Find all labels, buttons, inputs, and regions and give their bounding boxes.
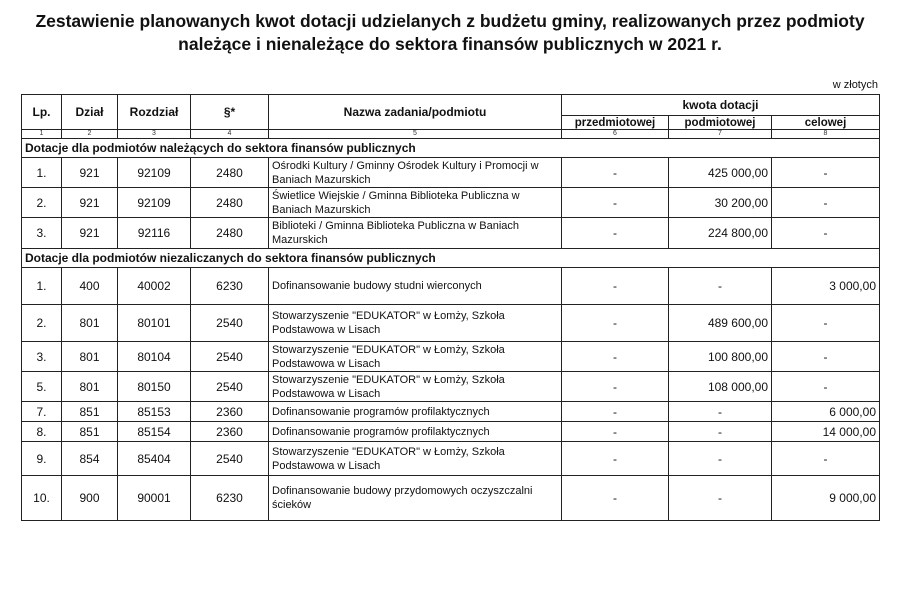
cell-podmiotowej: -	[669, 442, 772, 476]
cell-lp: 1.	[22, 268, 62, 305]
cell-celowej: -	[772, 342, 880, 372]
column-number: 1	[22, 130, 62, 139]
cell-nazwa: Stowarzyszenie "EDUKATOR" w Łomży, Szkoła Podstawowa w Lisach	[269, 305, 562, 342]
cell-dzial: 921	[62, 188, 118, 218]
cell-lp: 2.	[22, 305, 62, 342]
cell-podmiotowej: 30 200,00	[669, 188, 772, 218]
cell-lp: 1.	[22, 158, 62, 188]
cell-nazwa: Dofinansowanie budowy studni wierconych	[269, 268, 562, 305]
cell-lp: 2.	[22, 188, 62, 218]
cell-nazwa: Dofinansowanie programów profilaktycznych	[269, 402, 562, 422]
column-number: 6	[562, 130, 669, 139]
cell-przedmiotowej: -	[562, 218, 669, 249]
header-przedmiotowej: przedmiotowej	[562, 116, 669, 130]
cell-celowej: 3 000,00	[772, 268, 880, 305]
table-row	[22, 342, 880, 372]
header-kwota-dotacji: kwota dotacji	[562, 95, 880, 116]
cell-dzial: 921	[62, 158, 118, 188]
column-number: 5	[269, 130, 562, 139]
cell-podmiotowej: -	[669, 476, 772, 521]
cell-podmiotowej: 425 000,00	[669, 158, 772, 188]
subsidy-table	[21, 94, 880, 521]
cell-rozdzial: 80104	[118, 342, 191, 372]
header-celowej: celowej	[772, 116, 880, 130]
cell-podmiotowej: 100 800,00	[669, 342, 772, 372]
cell-przedmiotowej: -	[562, 268, 669, 305]
document-title: Zestawienie planowanych kwot dotacji udzielanych z budżetu gminy, realizowanych przez podmioty należące i nienależące do sektora finansów publicznych w 2021 r.	[35, 11, 865, 54]
header-lp: Lp.	[22, 95, 62, 130]
cell-przedmiotowej: -	[562, 476, 669, 521]
cell-dzial: 854	[62, 442, 118, 476]
cell-nazwa: Biblioteki / Gminna Biblioteka Publiczna w Baniach Mazurskich	[269, 218, 562, 249]
section-title-public: Dotacje dla podmiotów należących do sektora finansów publicznych	[22, 139, 880, 158]
table-row	[22, 218, 880, 249]
unit-label: w złotych	[832, 79, 878, 91]
cell-celowej: -	[772, 158, 880, 188]
header-paragraf: §*	[191, 95, 269, 130]
cell-podmiotowej: 489 600,00	[669, 305, 772, 342]
cell-nazwa: Dofinansowanie programów profilaktycznych	[269, 422, 562, 442]
cell-lp: 7.	[22, 402, 62, 422]
table-row	[22, 422, 880, 442]
cell-rozdzial: 80150	[118, 372, 191, 402]
cell-paragraf: 2360	[191, 402, 269, 422]
cell-podmiotowej: -	[669, 402, 772, 422]
cell-dzial: 801	[62, 342, 118, 372]
header-podmiotowej: podmiotowej	[669, 116, 772, 130]
cell-lp: 10.	[22, 476, 62, 521]
table-row	[22, 476, 880, 521]
cell-rozdzial: 85154	[118, 422, 191, 442]
cell-celowej: -	[772, 188, 880, 218]
cell-dzial: 851	[62, 422, 118, 442]
table-row	[22, 305, 880, 342]
cell-celowej: -	[772, 372, 880, 402]
cell-rozdzial: 85153	[118, 402, 191, 422]
cell-dzial: 400	[62, 268, 118, 305]
section-title-non-public: Dotacje dla podmiotów niezaliczanych do sektora finansów publicznych	[22, 249, 880, 268]
table-row	[22, 158, 880, 188]
cell-nazwa: Stowarzyszenie "EDUKATOR" w Łomży, Szkoła Podstawowa w Lisach	[269, 372, 562, 402]
cell-nazwa: Ośrodki Kultury / Gminny Ośrodek Kultury i Promocji w Baniach Mazurskich	[269, 158, 562, 188]
cell-nazwa: Stowarzyszenie "EDUKATOR" w Łomży, Szkoła Podstawowa w Lisach	[269, 342, 562, 372]
cell-podmiotowej: -	[669, 268, 772, 305]
cell-celowej: -	[772, 305, 880, 342]
table-row	[22, 442, 880, 476]
cell-celowej: 14 000,00	[772, 422, 880, 442]
cell-rozdzial: 92109	[118, 188, 191, 218]
cell-lp: 3.	[22, 218, 62, 249]
column-number: 8	[772, 130, 880, 139]
cell-dzial: 801	[62, 372, 118, 402]
cell-przedmiotowej: -	[562, 372, 669, 402]
cell-paragraf: 2540	[191, 372, 269, 402]
cell-lp: 5.	[22, 372, 62, 402]
cell-rozdzial: 40002	[118, 268, 191, 305]
cell-paragraf: 6230	[191, 476, 269, 521]
cell-lp: 8.	[22, 422, 62, 442]
header-rozdzial: Rozdział	[118, 95, 191, 130]
cell-dzial: 921	[62, 218, 118, 249]
cell-celowej: 9 000,00	[772, 476, 880, 521]
cell-przedmiotowej: -	[562, 188, 669, 218]
cell-przedmiotowej: -	[562, 305, 669, 342]
column-number: 4	[191, 130, 269, 139]
cell-paragraf: 2480	[191, 158, 269, 188]
table-row	[22, 402, 880, 422]
cell-przedmiotowej: -	[562, 342, 669, 372]
header-nazwa: Nazwa zadania/podmiotu	[269, 95, 562, 130]
cell-paragraf: 2360	[191, 422, 269, 442]
table-row	[22, 188, 880, 218]
table-row	[22, 372, 880, 402]
column-number: 3	[118, 130, 191, 139]
cell-dzial: 851	[62, 402, 118, 422]
cell-rozdzial: 85404	[118, 442, 191, 476]
cell-lp: 3.	[22, 342, 62, 372]
table-row	[22, 268, 880, 305]
cell-celowej: -	[772, 218, 880, 249]
cell-rozdzial: 90001	[118, 476, 191, 521]
cell-paragraf: 2480	[191, 188, 269, 218]
cell-rozdzial: 92116	[118, 218, 191, 249]
cell-celowej: -	[772, 442, 880, 476]
cell-przedmiotowej: -	[562, 422, 669, 442]
cell-dzial: 900	[62, 476, 118, 521]
cell-nazwa: Dofinansowanie budowy przydomowych oczyszczalni ścieków	[269, 476, 562, 521]
cell-paragraf: 6230	[191, 268, 269, 305]
cell-dzial: 801	[62, 305, 118, 342]
cell-przedmiotowej: -	[562, 158, 669, 188]
cell-lp: 9.	[22, 442, 62, 476]
cell-paragraf: 2540	[191, 342, 269, 372]
cell-nazwa: Świetlice Wiejskie / Gminna Biblioteka Publiczna w Baniach Mazurskich	[269, 188, 562, 218]
cell-rozdzial: 80101	[118, 305, 191, 342]
cell-paragraf: 2540	[191, 442, 269, 476]
cell-podmiotowej: 224 800,00	[669, 218, 772, 249]
cell-przedmiotowej: -	[562, 442, 669, 476]
header-dzial: Dział	[62, 95, 118, 130]
cell-podmiotowej: -	[669, 422, 772, 442]
column-number: 2	[62, 130, 118, 139]
cell-nazwa: Stowarzyszenie "EDUKATOR" w Łomży, Szkoła Podstawowa w Lisach	[269, 442, 562, 476]
cell-paragraf: 2480	[191, 218, 269, 249]
column-number: 7	[669, 130, 772, 139]
cell-rozdzial: 92109	[118, 158, 191, 188]
cell-celowej: 6 000,00	[772, 402, 880, 422]
cell-podmiotowej: 108 000,00	[669, 372, 772, 402]
cell-przedmiotowej: -	[562, 402, 669, 422]
cell-paragraf: 2540	[191, 305, 269, 342]
